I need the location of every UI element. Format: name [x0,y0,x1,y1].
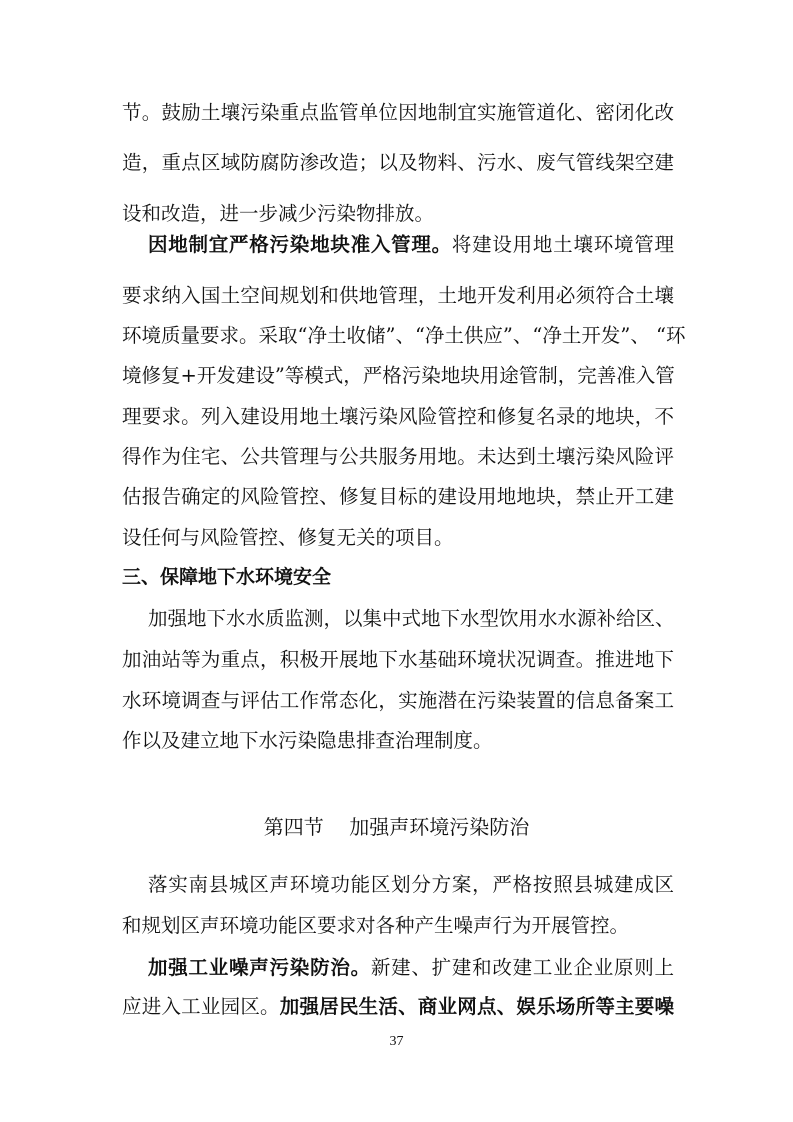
text-run: 环境质量要求。采取“净土收储”、“净土供应”、“净土开发”、 “环 [122,324,686,347]
text-run: 水环境调查与评估工作常态化，实施潜在污染装置的信息备案工 [122,689,674,712]
text-line [122,523,674,553]
text-line [122,482,674,512]
text-run: 新建、扩建和改建工业企业原则上 [370,956,674,979]
text-run: 落实南县城区声环境功能区划分方案，严格按照县城建成区 [148,873,674,896]
text-run: 理要求。列入建设用地土壤污染风险管控和修复名录的地块，不 [122,405,674,428]
text-line [122,686,674,716]
bold-text-run: 加强工业噪声污染防治。 [148,956,371,979]
text-line [122,281,674,311]
text-line [122,645,674,675]
text-line [122,361,674,391]
text-run: 加强地下水水质监测，以集中式地下水型饮用水水源补给区、 [148,607,675,630]
text-run: 估报告确定的风险管控、修复目标的建设用地地块，禁止开工建 [122,485,674,508]
text-line [122,911,674,941]
text-line [148,604,674,634]
text-run: 境修复+开发建设”等模式，严格污染地块用途管制，完善准入管 [122,364,675,387]
text-run: 设和改造，进一步减少污染物排放。 [122,202,435,225]
text-line [122,992,674,1022]
text-run: 将建设用地土壤环境管理 [451,233,674,256]
text-line [122,726,674,756]
text-run: 节。鼓励土壤污染重点监管单位因地制宜实施管道化、密闭化改 [122,101,674,124]
text-run: 要求纳入国土空间规划和供地管理，土地开发利用必须符合土壤 [122,284,674,307]
text-line [122,321,686,351]
text-line [148,230,674,260]
subsection-heading: 三、保障地下水环境安全 [122,566,332,588]
text-run: 作以及建立地下水污染隐患排查治理制度。 [122,729,493,752]
text-run: 和规划区声环境功能区要求对各种产生噪声行为开展管控。 [122,914,630,937]
text-line [122,442,674,472]
text-line [122,199,674,229]
section-title: 第四节 加强声环境污染防治 [263,815,530,839]
text-run: 造，重点区域防腐防渗改造；以及物料、污水、废气管线架空建 [122,151,674,174]
bold-text-run: 加强居民生活、商业网点、娱乐场所等主要噪 [279,995,674,1018]
text-line [122,148,674,178]
bold-text-run: 因地制宜严格污染地块准入管理。 [148,233,452,256]
page-number: 37 [389,1034,404,1049]
text-line [122,98,674,128]
text-run: 应进入工业园区。 [122,995,280,1018]
text-run: 得作为住宅、公共管理与公共服务用地。未达到土壤污染风险评 [122,445,674,468]
text-line [148,870,674,900]
text-line [122,402,674,432]
text-line [148,953,674,983]
text-run: 设任何与风险管控、修复无关的项目。 [122,526,454,549]
text-run: 加油站等为重点，积极开展地下水基础环境状况调查。推进地下 [122,648,674,671]
